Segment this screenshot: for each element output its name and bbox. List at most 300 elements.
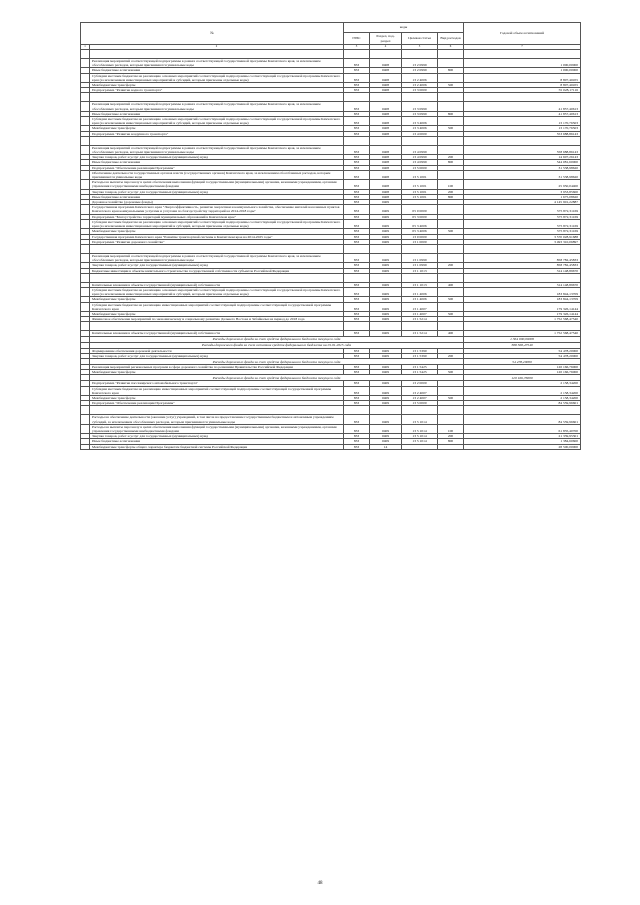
note-text: Расходы дорожного фонда за счет средств федерального бюджета текущего года [90,358,464,364]
empty-cell [464,244,581,253]
empty-cell [438,406,464,415]
table-row [81,180,581,189]
row-razdel: 0409 [370,331,402,336]
row-name: Межбюджетные трансферты [90,370,344,375]
row-amount: 1 000,00000 [464,59,581,68]
row-grbs: 833 [344,239,370,244]
row-name: Формирование обеспечения дорожной деятельности [90,348,344,353]
row-name: Иные бюджетные ассигнования [90,68,344,73]
row-target-article: 13 5 1001 [402,189,438,194]
row-amount: 3 570 028,91688 [464,234,581,239]
empty-cell [90,136,344,145]
row-razdel: 0408 [370,170,402,179]
row-razdel: 0409 [370,234,402,239]
row-target-article: 13 5 0000 [402,165,438,170]
row-grbs: 833 [344,297,370,302]
empty-cell [464,93,581,102]
empty-cell [344,136,370,145]
row-razdel: 0408 [370,160,402,165]
row-expense-type: 200 [438,189,464,194]
row-amount: 41 857,40613 [464,102,581,111]
row-target-article: 13 1 4007 [402,302,438,311]
row-number [81,117,90,126]
row-amount: 28 500,00000 [464,444,581,449]
row-name: Подпрограмма "Развитие водного транспорта" [90,88,344,93]
row-grbs: 833 [344,229,370,234]
empty-cell [81,244,90,253]
row-name: Иные бюджетные ассигнования [90,439,344,444]
row-razdel: 14 [370,444,402,449]
row-name: Субсидии местным бюджетам на реализацию инвестиционных мероприятий соответствующей подпрограммы соответствующей государственной программы Камчатского края [90,386,344,395]
row-expense-type: 800 [438,68,464,73]
row-razdel: 0409 [370,424,402,433]
row-number [81,205,90,214]
row-amount: 1 000,00000 [464,68,581,73]
row-name: Межбюджетные трансферты [90,83,344,88]
row-target-article: 13 1 5425 [402,370,438,375]
row-name: Межбюджетные трансферты [90,126,344,131]
row-amount: 14 607,26143 [464,155,581,160]
table-row [81,102,581,111]
row-amount: 179 326,14144 [464,302,581,311]
row-number [81,424,90,433]
row-name: Межбюджетные трансферты [90,395,344,400]
row-razdel: 0408 [370,59,402,68]
table-row [81,205,581,214]
row-target-article: 13 1 5390 [402,348,438,353]
row-grbs: 833 [344,401,370,406]
table-row [81,170,581,179]
empty-cell [344,322,370,331]
row-amount: 8 807,40455 [464,73,581,82]
row-grbs: 833 [344,348,370,353]
row-razdel: 0409 [370,214,402,219]
row-razdel: 0409 [370,302,402,311]
row-name: Расходы на выплаты персоналу в целях обеспечения выполнения функций государственными (муниципальными) органами, казенными учреждениями, органами управления государственными внебюджетными фондами [90,424,344,433]
empty-cell [344,93,370,102]
row-target-article: 13 5 1014 [402,424,438,433]
note-text: Расходы дорожного фонда за счет средств федерального бюджета текущего года [90,375,464,381]
row-name: Государственная программа Камчатского края "Развитие транспортной системы в Камчатском крае на 2014-2025 годы" [90,234,344,239]
row-target-article: 13 3 4006 [402,117,438,126]
row-name: Реализация мероприятий соответствующей подпрограммы в рамках соответствующей государственной программы Камчатского края, за исключением обособленных расходов, которым присваиваются уникальные коды [90,145,344,154]
row-grbs: 833 [344,180,370,189]
row-target-article: 13 2 0999 [402,59,438,68]
column-index: 4 [370,45,402,50]
row-target-article: 13 1 0999 [402,263,438,268]
row-target-article: 05 3 4006 [402,229,438,234]
row-grbs: 833 [344,170,370,179]
row-target-article: 13 0 0000 [402,234,438,239]
row-target-article: 13 2 4007 [402,395,438,400]
row-expense-type: 500 [438,297,464,302]
row-target-article: 05 0 0000 [402,205,438,214]
row-target-article: 13 1 0999 [402,253,438,262]
table-row [81,415,581,424]
note-amount: 54 478,20000 [464,358,581,364]
empty-cell [464,406,581,415]
row-grbs: 833 [344,302,370,311]
row-razdel: 0409 [370,229,402,234]
row-expense-type: 500 [438,229,464,234]
empty-cell [344,50,370,59]
row-target-article: 13 2 4006 [402,73,438,82]
budget-table [80,22,581,450]
row-amount: 314 148,89670 [464,282,581,287]
row-target-article: 13 1 0000 [402,239,438,244]
empty-cell [370,136,402,145]
table-row [81,424,581,433]
row-grbs: 833 [344,59,370,68]
row-expense-type [438,444,464,449]
row-grbs: 833 [344,317,370,322]
empty-cell [464,322,581,331]
row-target-article: 13 4 0000 [402,131,438,136]
row-name: Закупка товаров, работ и услуг для государственных (муниципальных) нужд [90,263,344,268]
empty-cell [344,273,370,282]
header-expense-type: Вид расходов [438,33,464,45]
row-name: Иные бюджетные ассигнования [90,111,344,116]
row-razdel: 0409 [370,415,402,424]
empty-cell [90,322,344,331]
row-amount: 13 170,76503 [464,117,581,126]
row-name: Субсидии местным бюджетам на реализацию основных мероприятий соответствующей подпрограммы соответствующей государственной программы Камчатского края (за исключением инвестиционных мероприятий и субсидий, которым присвоены отдельные коды) [90,117,344,126]
row-amount: 2 158,34200 [464,381,581,386]
header-annual-volume: Годовой объем ассигнований [464,23,581,45]
row-name: Капитальные вложения в объекты государственной (муниципальной) собственности [90,282,344,287]
row-target-article: 13 2 0000 [402,381,438,386]
row-expense-type: 800 [438,111,464,116]
row-name: Подпрограмма "Развитие воздушного транспорта" [90,131,344,136]
row-name: Капитальные вложения в объекты государственной (муниципальной) собственности [90,331,344,336]
row-grbs: 833 [344,395,370,400]
row-razdel: 0409 [370,282,402,287]
row-grbs: 833 [344,126,370,131]
note-amount: 120 166,76000 [464,375,581,381]
table-row [81,287,581,296]
row-target-article: 13 2 4006 [402,83,438,88]
row-expense-type: 500 [438,311,464,316]
empty-cell [370,273,402,282]
spacer-row [81,93,581,102]
row-amount: 3 493 310,06897 [464,239,581,244]
empty-cell [90,93,344,102]
row-name: Расходы на обеспечение деятельности (оказание услуг) учреждений, в том числе на предоставление государственным бюджетным и автономным учреждениям субсидий, за исключением обособленных расходов, которым присваиваются уникальные коды [90,415,344,424]
header-razdel: Раздел, под-раздел [370,33,402,45]
row-razdel: 0409 [370,348,402,353]
row-number [81,386,90,395]
row-grbs: 833 [344,145,370,154]
row-target-article: 13 1 4006 [402,297,438,302]
empty-cell [402,136,438,145]
row-name: Подпрограмма "Обеспечение реализации Программы" [90,165,344,170]
empty-cell [90,244,344,253]
row-expense-type: 400 [438,331,464,336]
empty-cell [402,244,438,253]
row-razdel: 0408 [370,111,402,116]
row-amount: 558 688,86143 [464,145,581,154]
empty-cell [402,406,438,415]
row-amount: 1 752 568,47540 [464,317,581,322]
empty-cell [81,322,90,331]
row-expense-type [438,73,464,82]
row-grbs: 833 [344,214,370,219]
row-name: Межбюджетные трансферты [90,297,344,302]
row-razdel: 0409 [370,311,402,316]
row-name: Закупка товаров, работ и услуг для государственных (муниципальных) нужд [90,155,344,160]
row-target-article: 13 5 1014 [402,439,438,444]
row-grbs: 833 [344,439,370,444]
row-amount: 553 688,86143 [464,131,581,136]
empty-cell [370,93,402,102]
row-amount: 1 675,08620 [464,194,581,199]
row-target-article: 13 3 0000 [402,88,438,93]
row-razdel: 0409 [370,263,402,268]
row-expense-type: 200 [438,263,464,268]
row-expense-type [438,219,464,228]
row-razdel: 0409 [370,434,402,439]
empty-cell [464,50,581,59]
row-target-article: 13 1 5214 [402,331,438,336]
row-name: Реализация мероприятий соответствующей подпрограммы в рамках соответствующей государственной программы Камчатского края, за исключением обособленных расходов, которым присваиваются уникальные коды [90,59,344,68]
row-expense-type [438,205,464,214]
row-grbs: 833 [344,253,370,262]
row-amount: 31 538,98620 [464,165,581,170]
row-amount: 84 559,96601 [464,415,581,424]
row-target-article: 13 5 0000 [402,401,438,406]
row-razdel: 0408 [370,73,402,82]
budget-table-sheet [80,22,580,450]
table-row [81,219,581,228]
row-target-article: 13 3 0999 [402,102,438,111]
row-razdel: 0408 [370,180,402,189]
row-name: Подпрограмма "Благоустройство территорий муниципальных образований в Камчатском крае" [90,214,344,219]
row-grbs: 833 [344,160,370,165]
row-number [81,180,90,189]
row-name: Иные бюджетные ассигнования [90,194,344,199]
row-target-article: 13 2 0999 [402,68,438,73]
row-razdel: 0408 [370,83,402,88]
empty-cell [90,406,344,415]
empty-cell [370,406,402,415]
row-target-article: 13 5 1014 [402,415,438,424]
row-name: Субсидии местным бюджетам на реализацию основных мероприятий соответствующей подпрограммы соответствующей государственной программы Камчатского края (за исключением инвестиционных мероприятий и субсидий, которым присвоены отдельные коды) [90,219,344,228]
row-expense-type: 100 [438,180,464,189]
row-razdel: 0409 [370,297,402,302]
row-target-article: 13 1 1013 [402,268,438,273]
row-grbs: 833 [344,282,370,287]
row-amount: 2 158,34200 [464,395,581,400]
row-grbs: 833 [344,311,370,316]
row-target-article: 13 5 1001 [402,194,438,199]
row-name: Закупка товаров, работ и услуг для государственных (муниципальных) нужд [90,353,344,358]
row-target-article: 13 5 1001 [402,180,438,189]
empty-cell [90,273,344,282]
row-number [81,170,90,179]
row-grbs: 833 [344,88,370,93]
row-grbs: 833 [344,200,370,205]
row-expense-type: 200 [438,353,464,358]
row-grbs: 833 [344,381,370,386]
empty-cell [438,50,464,59]
row-number [81,219,90,228]
table-row [81,302,581,311]
row-amount: 575 872,31169 [464,214,581,219]
spacer-row [81,273,581,282]
empty-cell [370,322,402,331]
row-razdel: 0409 [370,317,402,322]
row-grbs: 833 [344,434,370,439]
empty-cell [438,244,464,253]
row-razdel: 0409 [370,353,402,358]
row-target-article: 13 1 4006 [402,287,438,296]
row-razdel: 0409 [370,268,402,273]
row-amount: 8 807,40455 [464,83,581,88]
column-index: 1 [81,45,90,50]
header-codes: коды [344,23,464,33]
row-name: Обеспечение деятельности государственных органов власти (государственных органов) Камчатского края, за исключением обособленных расходов, которым присваиваются уникальные коды [90,170,344,179]
table-row [81,73,581,82]
spacer-row [81,406,581,415]
row-razdel: 0409 [370,219,402,228]
spacer-row [81,322,581,331]
row-amount: 3 953,85600 [464,189,581,194]
row-expense-type: 100 [438,424,464,433]
header-number: № [81,23,344,45]
row-target-article: 13 1 4007 [402,311,438,316]
row-number [81,415,90,424]
empty-cell [90,50,344,59]
row-target-article: 13 1 1013 [402,282,438,287]
row-amount: 183 844,13709 [464,287,581,296]
empty-cell [402,93,438,102]
row-number [81,145,90,154]
empty-cell [344,244,370,253]
row-amount: 575 872,31169 [464,219,581,228]
table-body [81,50,581,450]
row-amount: 1 384,60600 [464,439,581,444]
row-amount: 544 081,60000 [464,160,581,165]
row-grbs: 833 [344,364,370,369]
note-text: Расходы дорожного фонда за счет остатков средств федерального бюджета на 01.01.2015 года [90,342,464,348]
row-expense-type: 800 [438,194,464,199]
row-expense-type: 500 [438,83,464,88]
row-name: Реализация мероприятий соответствующей подпрограммы в рамках соответствующей государственной программы Камчатского края, за исключением обособленных расходов, которым присваиваются уникальные коды [90,102,344,111]
row-razdel: 0409 [370,205,402,214]
row-name: Финансовое обеспечение мероприятий по экономическому и социальному развитию Дальнего Востока и Забайкалья на период до 2018 года [90,317,344,322]
row-expense-type [438,170,464,179]
row-amount: 84 559,96601 [464,401,581,406]
row-amount: 25 950,04400 [464,180,581,189]
row-amount: 54 478,20000 [464,353,581,358]
row-number [81,253,90,262]
row-razdel: 0408 [370,126,402,131]
row-target-article: 05 3 0000 [402,214,438,219]
row-razdel: 0409 [370,370,402,375]
row-name: Закупка товаров, работ и услуг для государственных (муниципальных) нужд [90,189,344,194]
column-index: 7 [464,45,581,50]
row-amount: 61 835,40700 [464,424,581,433]
row-name: Закупка товаров, работ и услуг для государственных (муниципальных) нужд [90,434,344,439]
row-expense-type: 500 [438,395,464,400]
table-row [81,145,581,154]
row-amount: 858 782,45833 [464,263,581,268]
row-amount: 21 339,95301 [464,434,581,439]
row-razdel: 0409 [370,439,402,444]
row-target-article: 13 5 1001 [402,170,438,179]
row-grbs: 833 [344,370,370,375]
row-grbs: 833 [344,287,370,296]
column-index: 3 [344,45,370,50]
row-expense-type: 500 [438,126,464,131]
row-expense-type [438,386,464,395]
row-razdel: 0408 [370,68,402,73]
row-number [81,302,90,311]
row-razdel: 0408 [370,145,402,154]
row-amount: 179 326,14144 [464,311,581,316]
row-grbs: 833 [344,189,370,194]
row-name: Государственная программа Камчатского края "Энергоэффективность, развитие энергетики и коммунального хозяйства, обеспечение жителей населенных пунктов Камчатского края коммунальными услугами и услугами по благоустройству территорий на 2014-2018 годы" [90,205,344,214]
row-grbs: 833 [344,68,370,73]
row-name: Подпрограмма "Развитие пассажирского автомобильного транспорта" [90,381,344,386]
row-name: Иные бюджетные ассигнования [90,160,344,165]
row-grbs: 833 [344,219,370,228]
header-target-article: Целевая статья [402,33,438,45]
table-row [81,253,581,262]
row-expense-type [438,145,464,154]
row-razdel: 0408 [370,88,402,93]
row-target-article: 13 3 0999 [402,111,438,116]
empty-cell [438,93,464,102]
column-index: 5 [402,45,438,50]
note-text: Расходы дорожного фонда за счет средств федерального бюджета текущего года [90,336,464,342]
row-target-article: 05 3 4006 [402,219,438,228]
empty-cell [438,322,464,331]
row-razdel: 0409 [370,287,402,296]
column-index: 6 [438,45,464,50]
row-name: Субсидии местным бюджетам на реализацию основных мероприятий соответствующей подпрограммы соответствующей государственной программы Камчатского края (за исключением инвестиционных мероприятий и субсидий, которым присвоены отдельные коды) [90,73,344,82]
row-expense-type [438,59,464,68]
spacer-row [81,244,581,253]
row-amount: 55 028,17116 [464,88,581,93]
row-number [81,73,90,82]
row-target-article: 13 1 5425 [402,364,438,369]
row-amount: 2 158,34200 [464,386,581,395]
row-grbs: 833 [344,165,370,170]
row-amount: 54 478,20000 [464,348,581,353]
row-expense-type: 200 [438,434,464,439]
row-name: Реализация мероприятий региональных программ в сфере дорожного хозяйства по решениям Правительства Российской Федерации [90,364,344,369]
row-target-article: 13 4 0999 [402,155,438,160]
empty-cell [344,406,370,415]
row-grbs: 833 [344,102,370,111]
row-amount: 41 857,40613 [464,111,581,116]
empty-cell [438,136,464,145]
row-amount: 120 166,76000 [464,370,581,375]
row-grbs: 833 [344,415,370,424]
row-number [81,444,90,449]
row-razdel: 0408 [370,117,402,126]
page-number: 48 [317,881,323,886]
empty-cell [370,50,402,59]
row-grbs: 833 [344,111,370,116]
row-number [81,102,90,111]
empty-cell [402,50,438,59]
row-number [81,59,90,68]
row-target-article [402,444,438,449]
row-name: Подпрограмма "Развитие дорожного хозяйства" [90,239,344,244]
row-name: Дорожное хозяйство (дорожные фонды) [90,200,344,205]
